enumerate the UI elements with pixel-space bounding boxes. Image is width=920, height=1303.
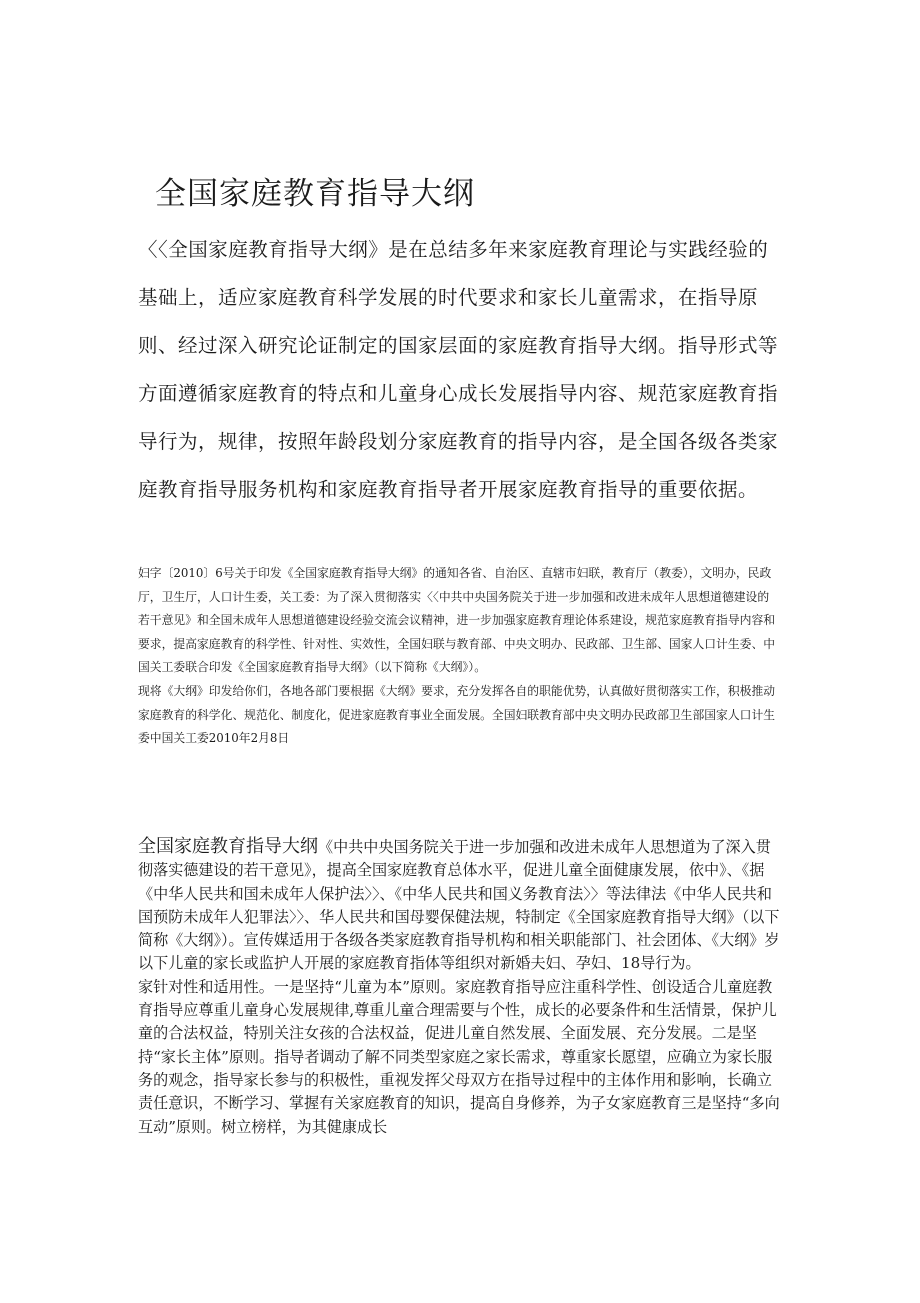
body-lead-title: 全国家庭教育指导大纲 [138, 836, 318, 857]
body-paragraph-1 [138, 835, 782, 976]
notice-section [138, 562, 778, 751]
body-section [138, 835, 782, 1139]
document-title: 全国家庭教育指导大纲 [155, 176, 475, 212]
body-paragraph-2: 家针对性和适用性。一是坚持“儿童为本”原则。家庭教育指导应注重科学性、创设适合儿童庭教育指导应尊重儿童身心发展规律,尊重儿童合理需要与个性，成长的必要条件和生活情景，保护儿童的合法权益，特别关注女孩的合法权益，促进儿童自然发展、全面发展、充分发展。二是坚持“家长主体”原则。指导者调动了解不同类型家庭之家长需求，尊重家长愿望，应确立为家长服务的观念，指导家长参与的积极性，重视发挥父母双方在指导过程中的主体作用和影响，长确立责任意识，不断学习、掌握有关家庭教育的知识，提高自身修养，为子女家庭教育三是坚持“多向互动”原则。树立榜样，为其健康成长 [138, 977, 780, 1136]
intro-paragraph: 〈〈全国家庭教育指导大纲》是在总结多年来家庭教育理论与实践经验的基础上，适应家庭教育科学发展的时代要求和家长儿童需求，在指导原则、经过深入研究论证制定的国家层面的家庭教育指导大纲。指导形式等方面遵循家庭教育的特点和儿童身心成长发展指导内容、规范家庭教育指导行为，规律，按照年龄段划分家庭教育的指导内容，是全国各级各类家庭教育指导服务机构和家庭教育指导者开展家庭教育指导的重要依据。 [138, 238, 779, 501]
notice-paragraph-2: 现将《大纲》印发给你们，各地各部门要根据《大纲》要求，充分发挥各自的职能优势，认真做好贯彻落实工作，积极推动家庭教育的科学化、规范化、制度化，促进家庭教育事业全面发展。全国妇联教育部中央文明办民政部卫生部国家人口计生委中国关工委2010年2月8日 [138, 683, 776, 746]
body-paragraph-1-text: 《中共中央国务院关于进一步加强和改进未成年人思想道为了深入贯彻落实德建设的若干意见》，提高全国家庭教育总体水平，促进儿童全面健康发展，依中》、《据《中华人民共和国未成年人保护法〉〉、《中华人民共和国义务教育法〉〉等法律法《中华人民共和国预防未成年人犯罪法〉〉、华人民共和国母婴保健法规，特制定《全国家庭教育指导大纲》（以下简称《大纲》）。宣传媒适用于各级各类家庭教育指导机构和相关职能部门、社会团体、《大纲》岁以下儿童的家长或监护人开展的家庭教育指体等组织对新婚夫妇、孕妇、18导行为。 [138, 838, 780, 973]
notice-paragraph-1: 妇字〔2010〕6号关于印发《全国家庭教育指导大纲》的通知各省、自治区、直辖市妇联，教育厅（教委），文明办，民政厅，卫生厅，人口计生委，关工委：为了深入贯彻落实〈〈中共中央国务院关于进一步加强和改进未成年人思想道德建设的若干意见》和全国未成年人思想道德建设经验交流会议精神，进一步加强家庭教育理论体系建设，规范家庭教育指导内容和要求，提高家庭教育的科学性、针对性、实效性，全国妇联与教育部、中央文明办、民政部、卫生部、国家人口计生委、中国关工委联合印发《全国家庭教育指导大纲》（以下简称《大纲》）。 [138, 566, 776, 675]
